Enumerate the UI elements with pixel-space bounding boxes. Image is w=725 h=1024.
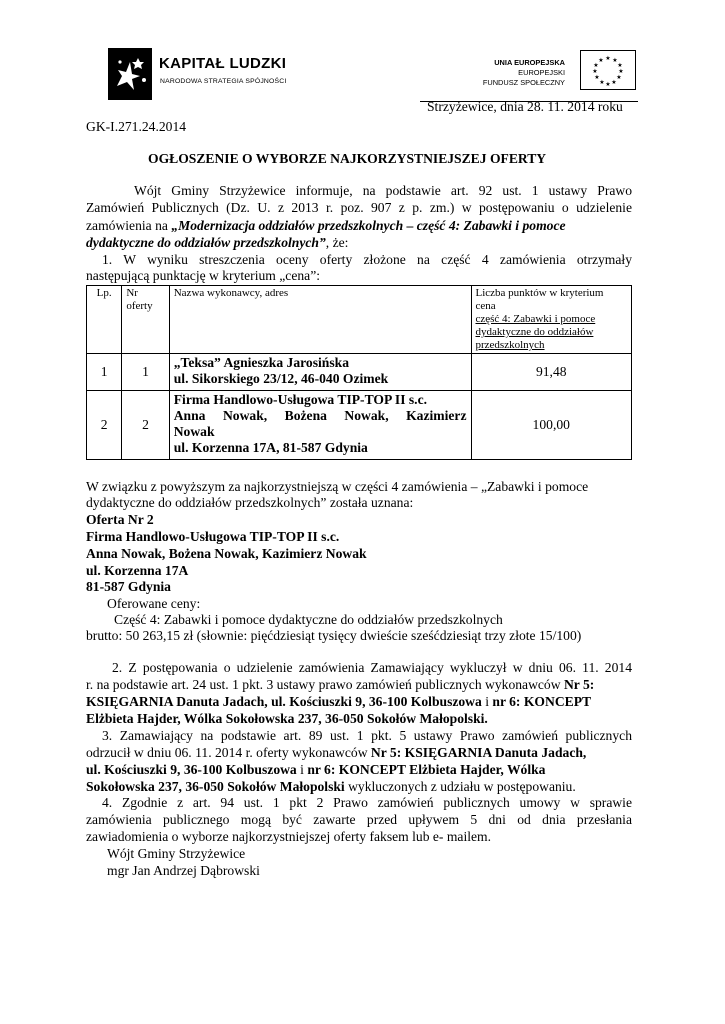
svg-text:★: ★ [612,57,618,64]
point3-line-4: Sokołowska 237, 36-050 Sokołów Małopolski wykluczonych z udziału w postępowaniu. [86,779,576,794]
svg-text:★: ★ [592,68,598,75]
point2-line-3: KSIĘGARNIA Danuta Jadach, ul. Kościuszki 9, 36-100 Kolbuszowa i nr 6: KONCEPT [86,694,592,709]
winning-offer-street: ul. Korzenna 17A [86,563,189,578]
point3-line-2: odrzucił w dniu 06. 11. 2014 r. oferty wykonawców Nr 5: KSIĘGARNIA Danuta Jadach, [86,745,587,760]
point4-line-1: 4. Zgodnie z art. 94 ust. 1 pkt 2 Prawo zamówień publicznych umowy w sprawie [102,795,632,810]
intro-line-4 [86,235,348,251]
row1-points: 91,48 [471,354,632,391]
winning-offer-owners: Anna Nowak, Bożena Nowak, Kazimierz Nowak [86,546,367,561]
row1-nr: 1 [122,354,169,391]
eu-line-1: UNIA EUROPEJSKA [494,58,565,67]
point2-line-2: r. na podstawie art. 24 ust. 1 pkt. 3 ustawy prawo zamówień publicznych wykonawców Nr 5: [86,677,595,692]
header-lp: Lp. [87,286,122,354]
offered-prices-label: Oferowane ceny: [107,596,201,611]
point3-line-3: ul. Kościuszki 9, 36-100 Kolbuszowa i nr 6: KONCEPT Elżbieta Hajder, Wólka [86,762,546,777]
kapital-ludzki-title: KAPITAŁ LUDZKI [159,55,287,72]
row2-points: 100,00 [471,391,632,460]
intro-line-3a: zamówienia na [86,218,172,233]
row2-lp: 2 [87,391,122,460]
point1-line-1: 1. W wyniku streszczenia oceny oferty złożone na część 4 zamówienia otrzymały [102,252,632,267]
point3-line-1: 3. Zamawiający na podstawie art. 89 ust. 1 pkt. 5 ustawy Prawo zamówień publicznych [102,728,632,743]
offered-gross: brutto: 50 263,15 zł (słownie: pięćdziesiąt tysięcy dwieście sześćdziesiąt trzy złote 15/100) [86,628,582,643]
winning-offer-city: 81-587 Gdynia [86,579,171,594]
signature-name: mgr Jan Andrzej Dąbrowski [107,863,260,878]
contract-title-end: dydaktyczne do oddziałów przedszkolnych” [86,235,326,250]
intro-line-1: Wójt Gminy Strzyżewice informuje, na podstawie art. 92 ust. 1 ustawy Prawo [134,183,632,198]
point4-line-2: zamówienia publicznego mogą być zawarte przed upływem 5 dni od dnia przesłania [86,812,632,827]
header-nr: Nr oferty [122,286,169,354]
place-date: Strzyżewice, dnia 28. 11. 2014 roku [427,99,623,114]
row1-lp: 1 [87,354,122,391]
header-name: Nazwa wykonawcy, adres [169,286,471,354]
table-row [87,391,632,460]
eu-line-3: FUNDUSZ SPOŁECZNY [482,78,565,87]
svg-text:★: ★ [594,74,600,81]
kapital-ludzki-subtitle: NARODOWA STRATEGIA SPÓJNOŚCI [160,78,287,85]
table-header-row [87,286,632,354]
row2-name: Firma Handlowo-Usługowa TIP-TOP II s.c. Anna Nowak, Bożena Nowak, Kazimierz Nowak ul. Korzenna 17A, 81-587 Gdynia [169,391,471,460]
svg-text:★: ★ [616,74,622,81]
point2-line-4: Elżbieta Hajder, Wólka Sokołowska 237, 36-050 Sokołów Małopolski. [86,711,488,726]
point1-line-2: następującą punktację w kryterium „cena”: [86,268,321,283]
svg-text:★: ★ [598,57,604,64]
svg-text:★: ★ [605,55,611,62]
winning-offer-company: Firma Handlowo-Usługowa TIP-TOP II s.c. [86,529,340,544]
reference-number: GK-I.271.24.2014 [86,119,187,134]
svg-text:★: ★ [611,79,617,86]
svg-text:★: ★ [593,62,599,69]
point2-line-1: 2. Z postępowania o udzielenie zamówienia Zamawiający wykluczył w dniu 06. 11. 2014 [112,660,632,675]
eu-flag-icon [580,50,636,90]
intro-line-4c: , że: [325,235,349,250]
svg-text:★: ★ [617,62,623,69]
page-header [0,36,725,108]
eu-text-block [365,58,565,88]
svg-text:★: ★ [599,79,605,86]
header-points: Liczba punktów w kryterium cena część 4: Zabawki i pomoce dydaktyczne do oddziałów przedszkolnych [471,286,632,354]
table-row [87,354,632,391]
winning-offer-number: Oferta Nr 2 [86,512,154,527]
offered-part: Część 4: Zabawki i pomoce dydaktyczne do oddziałów przedszkolnych [114,612,503,627]
point4-line-3: zawiadomienia o wyborze najkorzystniejszej oferty faksem lub e- mailem. [86,829,492,844]
svg-text:★: ★ [605,81,611,88]
result-line-1: W związku z powyższym za najkorzystniejszą w części 4 zamówienia – „Zabawki i pomoce [86,479,589,494]
kapital-ludzki-logo [108,48,298,104]
svg-text:★: ★ [618,68,624,75]
signature-title: Wójt Gminy Strzyżewice [107,846,246,861]
eu-line-2: EUROPEJSKI [518,68,565,77]
contract-title: „Modernizacja oddziałów przedszkolnych – część 4: Zabawki i pomoce [171,218,566,233]
offers-table [86,285,632,460]
row2-nr: 2 [122,391,169,460]
result-line-2: dydaktyczne do oddziałów przedszkolnych” została uznana: [86,495,414,510]
intro-line-3 [86,218,632,234]
page-title: OGŁOSZENIE O WYBORZE NAJKORZYSTNIEJSZEJ OFERTY [148,151,547,166]
row1-name: „Teksa” Agnieszka Jarosińska ul. Sikorskiego 23/12, 46-040 Ozimek [169,354,471,391]
intro-line-2: Zamówień Publicznych (Dz. U. z 2013 r. poz. 907 z p. zm.) w postępowaniu o udzielenie [86,200,632,215]
kapital-ludzki-emblem-icon [108,48,152,100]
